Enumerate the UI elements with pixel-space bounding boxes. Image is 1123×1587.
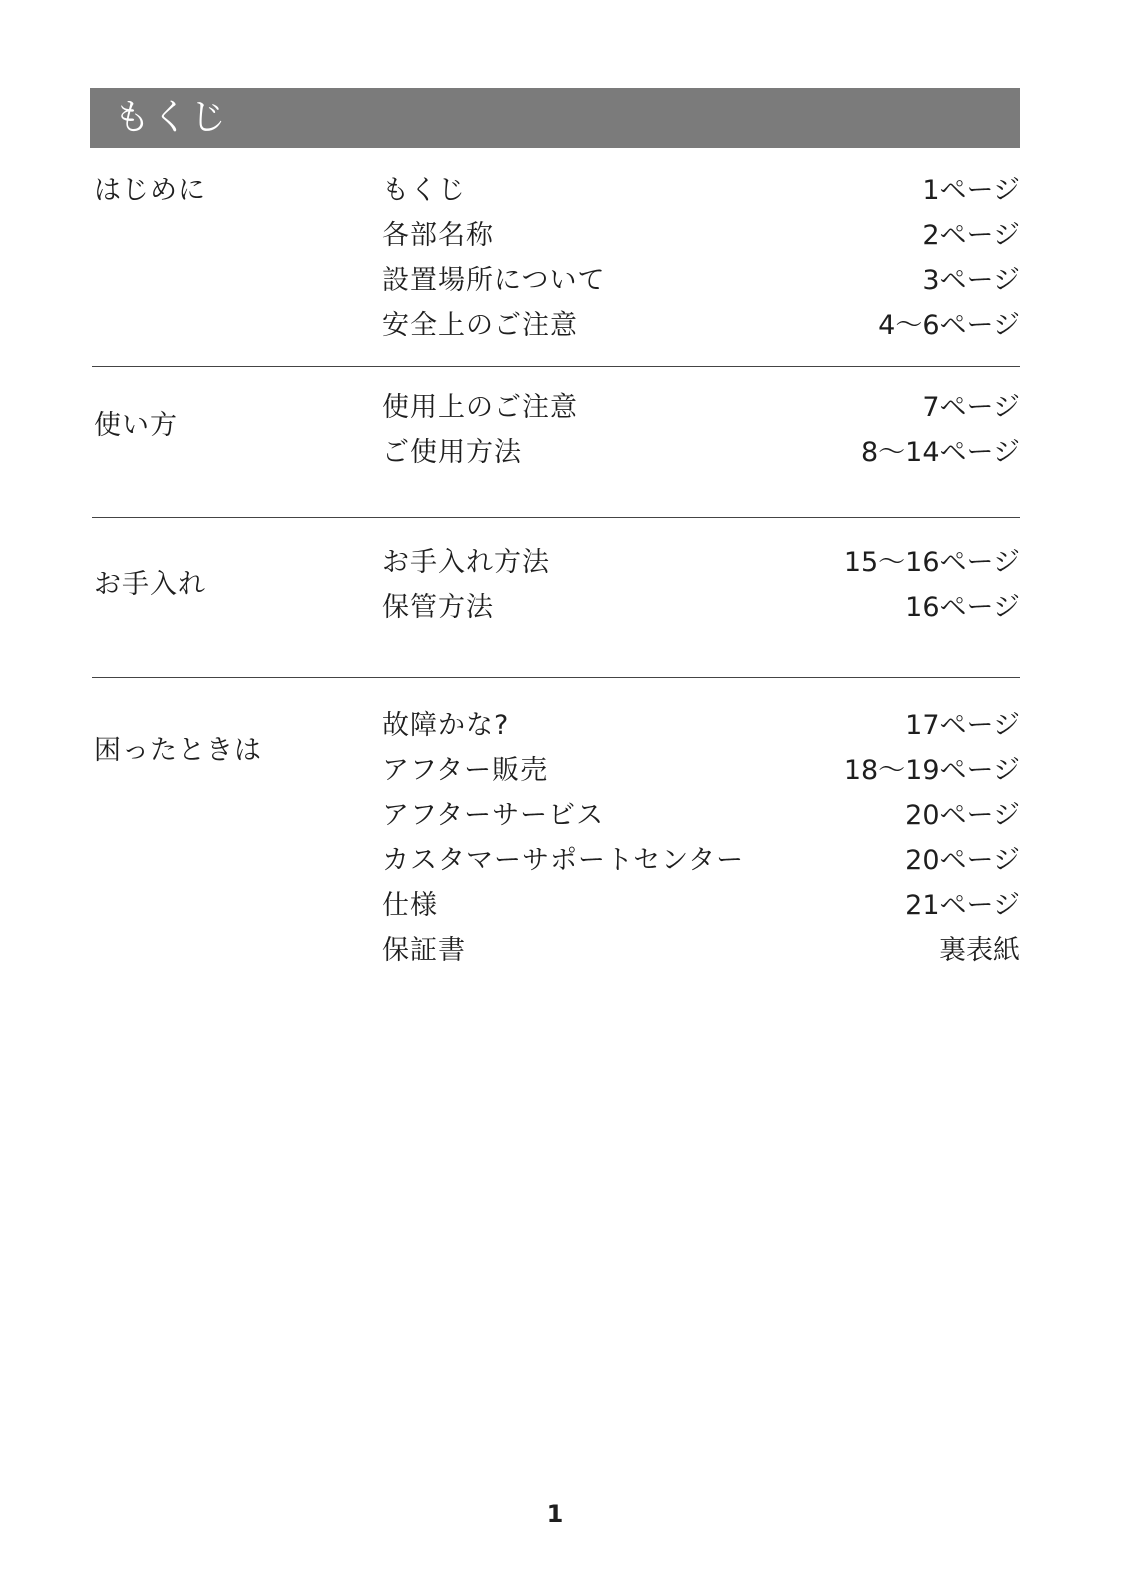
entry-page: 裏表紙 [939,935,1020,966]
entry-page: 18～19ページ [843,755,1020,786]
section-heading: はじめに [94,175,206,206]
entry-title: 故障かな? [382,710,510,741]
entry-page: 20ページ [905,845,1020,876]
entry-title: 保管方法 [382,592,494,623]
entry-page: 17ページ [905,710,1020,741]
toc-section-care [92,540,1020,678]
section-heading: 使い方 [94,410,178,441]
toc-entry[interactable] [382,213,1020,258]
section-heading: 困ったときは [94,735,262,766]
entry-page: 20ページ [905,800,1020,831]
entry-title: もくじ [382,175,466,206]
entry-page: 3ページ [922,265,1020,296]
entry-page: 15～16ページ [843,547,1020,578]
toc-entry[interactable] [382,430,1020,475]
entry-page: 4～6ページ [878,310,1020,341]
toc-entry[interactable] [382,585,1020,630]
toc-section-introduction [92,168,1020,367]
section-entries [382,540,1020,630]
entry-title: 安全上のご注意 [382,310,578,341]
entry-title: アフター販売 [382,755,549,786]
toc-entry[interactable] [382,883,1020,928]
table-of-contents [92,168,1020,993]
entry-page: 8～14ページ [861,437,1020,468]
toc-entry[interactable] [382,168,1020,213]
title-bar [90,88,1020,148]
entry-title: アフターサービス [382,800,605,831]
entry-title: 保証書 [382,935,466,966]
entry-title: ご使用方法 [382,437,522,468]
page-number: 1 [546,1500,564,1528]
section-entries [382,385,1020,475]
toc-entry[interactable] [382,928,1020,973]
toc-entry[interactable] [382,540,1020,585]
toc-entry[interactable] [382,303,1020,348]
toc-section-usage [92,385,1020,518]
toc-section-troubleshooting [92,703,1020,993]
entry-title: カスタマーサポートセンター [382,845,745,876]
entry-title: 使用上のご注意 [382,392,578,423]
section-heading: お手入れ [94,569,206,600]
entry-title: 設置場所について [382,265,606,296]
entry-page: 2ページ [922,220,1020,251]
page-title: もくじ [114,97,229,138]
entry-title: お手入れ方法 [382,547,550,578]
entry-page: 21ページ [905,890,1020,921]
entry-title: 各部名称 [382,220,494,251]
toc-entry[interactable] [382,385,1020,430]
toc-entry[interactable] [382,748,1020,793]
entry-page: 1ページ [922,175,1020,206]
entry-page: 7ページ [922,392,1020,423]
toc-entry[interactable] [382,793,1020,838]
section-entries [382,703,1020,973]
toc-entry[interactable] [382,838,1020,883]
section-entries [382,168,1020,348]
toc-entry[interactable] [382,258,1020,303]
entry-title: 仕様 [382,890,438,921]
entry-page: 16ページ [905,592,1020,623]
toc-entry[interactable] [382,703,1020,748]
